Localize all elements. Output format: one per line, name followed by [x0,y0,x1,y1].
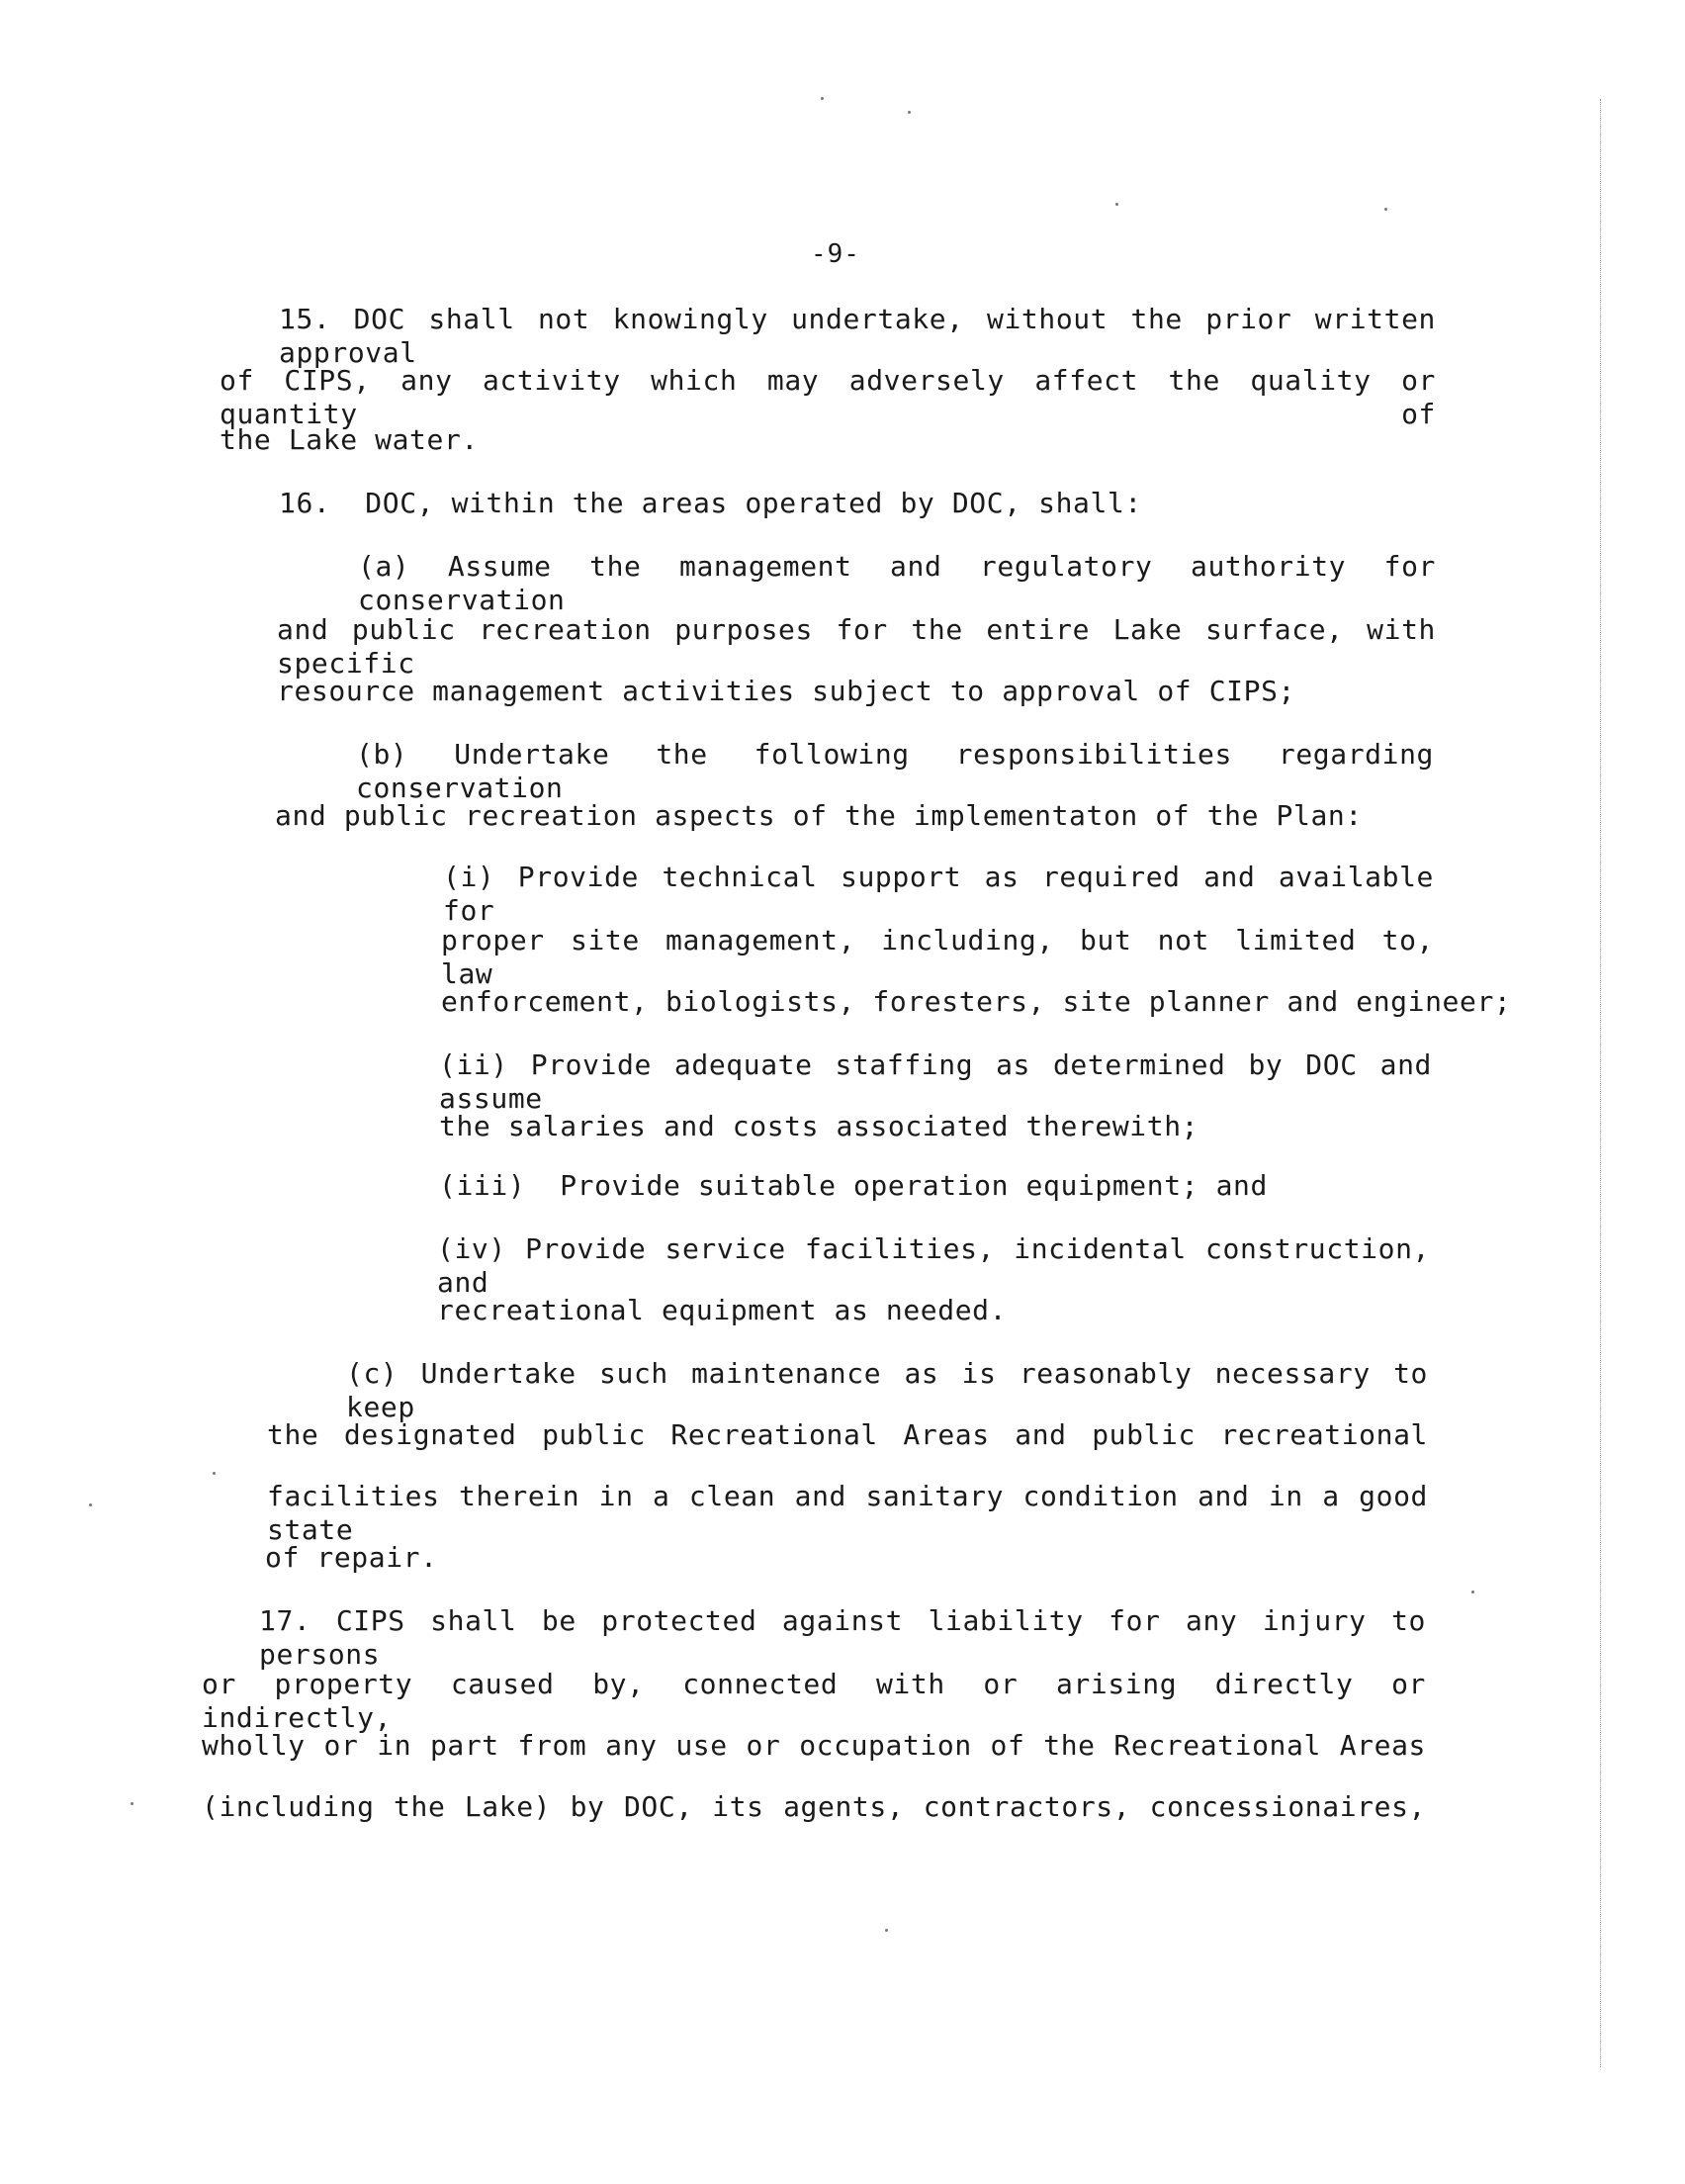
scan-speck [908,111,911,114]
paragraph-17-line-4: (including the Lake) by DOC, its agents, contractors, concessionaires, [202,1790,1426,1823]
scan-speck [131,1802,133,1805]
item-a-line-1: (a) Assume the management and regulatory authority for conservation [358,550,1436,616]
item-b-i-line-3: enforcement, biologists, foresters, site planner and engineer; [441,985,1512,1018]
item-b-iv-line-2: recreational equipment as needed. [437,1294,1008,1326]
item-c-line-3: facilities therein in a clean and sanitary condition and in a good state [267,1480,1428,1546]
scan-speck [1471,1591,1474,1593]
paragraph-15-line-2: of CIPS, any activity which may adversely affect the quality or quantity of [220,364,1436,430]
item-b-i-line-1: (i) Provide technical support as required and available for [443,861,1434,927]
item-c-line-1: (c) Undertake such maintenance as is reasonably necessary to keep [346,1357,1428,1423]
item-b-line-2: and public recreation aspects of the implementaton of the Plan: [275,799,1363,832]
item-a-line-2: and public recreation purposes for the entire Lake surface, with specific [277,613,1436,680]
item-b-iv-line-1: (iv) Provide service facilities, incidental construction, and [437,1232,1430,1299]
item-a-line-3: resource management activities subject to approval of CIPS; [277,675,1295,707]
item-c-line-4: of repair. [265,1541,438,1574]
paragraph-15-line-1: 15. DOC shall not knowingly undertake, without the prior written approval [279,303,1436,369]
paragraph-17-line-1: 17. CIPS shall be protected against liability for any injury to persons [259,1604,1426,1671]
paragraph-17-line-3: wholly or in part from any use or occupation of the Recreational Areas [202,1729,1426,1762]
scan-speck [89,1503,92,1506]
item-b-line-1: (b) Undertake the following responsibilities regarding conservation [356,738,1434,804]
scan-speck [1115,203,1118,206]
paragraph-16-heading: 16. DOC, within the areas operated by DOC, shall: [279,487,1142,519]
item-b-iii-line: (iii) Provide suitable operation equipment; and [439,1169,1268,1202]
item-b-ii-line-2: the salaries and costs associated therewith; [439,1110,1199,1142]
scan-speck [1384,208,1387,211]
item-b-i-line-2: proper site management, including, but not limited to, law [441,924,1434,990]
scan-edge-artifact [1600,99,1601,2067]
page-number: -9- [811,239,860,269]
item-c-line-2: the designated public Recreational Areas and public recreational [267,1418,1428,1451]
paragraph-15-line-3: the Lake water. [220,423,479,456]
item-b-ii-line-1: (ii) Provide adequate staffing as determined by DOC and assume [439,1048,1432,1115]
paragraph-17-line-2: or property caused by, connected with or arising directly or indirectly, [202,1668,1426,1734]
scan-speck [213,1472,216,1475]
scan-speck [821,97,824,100]
scan-speck [885,1929,888,1932]
